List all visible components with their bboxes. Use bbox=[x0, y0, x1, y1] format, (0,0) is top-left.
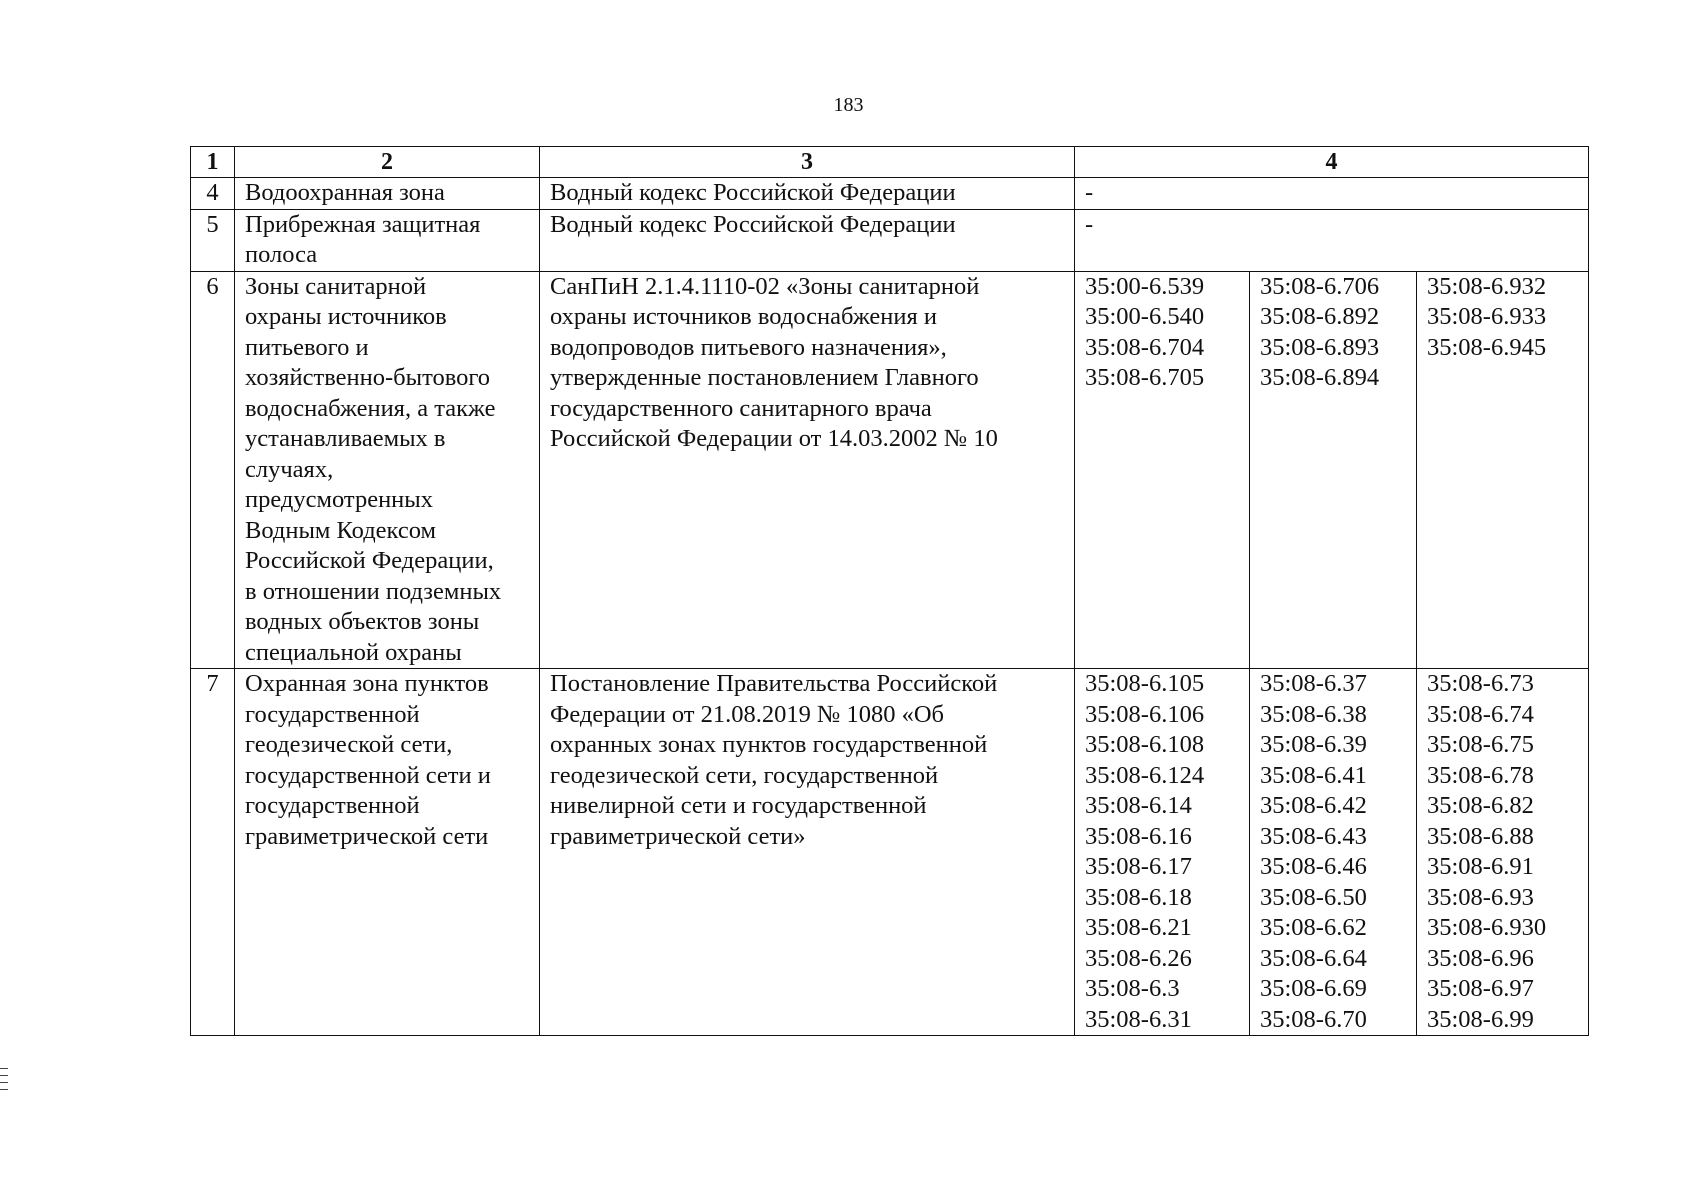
registry-number: 35:00-6.540 bbox=[1085, 303, 1205, 330]
registry-number: 35:08-6.50 bbox=[1260, 883, 1367, 911]
table-row bbox=[191, 209, 1589, 271]
margin-scan-marks bbox=[0, 1068, 8, 1096]
registry-number: 35:08-6.82 bbox=[1427, 792, 1534, 819]
legal-basis: Водный кодекс Российской Федерации bbox=[540, 209, 1075, 271]
registry-number: 35:08-6.14 bbox=[1085, 792, 1192, 819]
registry-number: 35:08-6.96 bbox=[1427, 944, 1534, 972]
registry-number: 35:08-6.17 bbox=[1085, 853, 1192, 880]
registry-number: 35:08-6.31 bbox=[1085, 1005, 1192, 1033]
page-number: 183 bbox=[833, 94, 864, 116]
registry-number: 35:08-6.945 bbox=[1427, 333, 1547, 361]
column-header: 2 bbox=[235, 147, 540, 178]
zone-name: Водоохранная зона bbox=[235, 178, 540, 210]
legal-basis: Постановление Правительства Российской Федерации от 21.08.2019 № 1080 «Об охранных зонах пунктов государственной геодезической сети, государственной нивелирной сети и государственной гравиметрической сети» bbox=[540, 669, 1075, 1036]
registry-number: 35:08-6.42 bbox=[1260, 792, 1367, 819]
registry-number: 35:08-6.74 bbox=[1427, 700, 1534, 728]
registry-number: 35:08-6.73 bbox=[1427, 670, 1534, 697]
registry-number: 35:08-6.41 bbox=[1260, 761, 1367, 789]
registry-number: 35:08-6.70 bbox=[1260, 1005, 1367, 1033]
registry-numbers: - bbox=[1075, 178, 1589, 210]
registry-number: 35:08-6.75 bbox=[1427, 731, 1534, 758]
registry-number: 35:08-6.99 bbox=[1427, 1005, 1534, 1033]
registry-column bbox=[1075, 271, 1250, 669]
row-number: 7 bbox=[191, 669, 235, 1036]
table-row bbox=[191, 669, 1589, 1036]
registry-number: 35:00-6.539 bbox=[1085, 272, 1205, 300]
registry-number: 35:08-6.705 bbox=[1085, 364, 1205, 391]
registry-number: 35:08-6.97 bbox=[1427, 975, 1534, 1002]
registry-number: 35:08-6.930 bbox=[1427, 914, 1547, 941]
registry-number: 35:08-6.108 bbox=[1085, 731, 1205, 758]
registry-number: 35:08-6.892 bbox=[1260, 303, 1380, 330]
column-header: 3 bbox=[540, 147, 1075, 178]
table-row bbox=[191, 271, 1589, 669]
row-number: 5 bbox=[191, 209, 235, 271]
registry-number: 35:08-6.37 bbox=[1260, 670, 1367, 697]
registry-column bbox=[1417, 271, 1589, 669]
registry-number: 35:08-6.933 bbox=[1427, 303, 1547, 330]
registry-number: 35:08-6.124 bbox=[1085, 761, 1205, 789]
registry-number: 35:08-6.105 bbox=[1085, 670, 1205, 697]
registry-number: 35:08-6.69 bbox=[1260, 975, 1367, 1002]
table-header-row bbox=[191, 147, 1589, 178]
zone-name: Зоны санитарной охраны источников питьевого и хозяйственно-бытового водоснабжения, а также устанавливаемых в случаях, предусмотренных Водным Кодексом Российской Федерации, в отношении подземных водных объектов зоны специальной охраны bbox=[235, 271, 540, 669]
column-header: 4 bbox=[1075, 147, 1589, 178]
registry-number: 35:08-6.62 bbox=[1260, 914, 1367, 941]
registry-number: 35:08-6.26 bbox=[1085, 944, 1192, 972]
registry-number: 35:08-6.18 bbox=[1085, 883, 1192, 911]
registry-column bbox=[1250, 271, 1417, 669]
registry-number: 35:08-6.704 bbox=[1085, 333, 1205, 361]
table-row bbox=[191, 178, 1589, 210]
registry-number: 35:08-6.93 bbox=[1427, 883, 1534, 911]
registry-number: 35:08-6.46 bbox=[1260, 853, 1367, 880]
legal-basis: СанПиН 2.1.4.1110-02 «Зоны санитарной охраны источников водоснабжения и водопроводов питьевого назначения», утвержденные постановлением Главного государственного санитарного врача Российской Федерации от 14.03.2002 № 10 bbox=[540, 271, 1075, 669]
registry-number: 35:08-6.43 bbox=[1260, 822, 1367, 850]
registry-number: 35:08-6.21 bbox=[1085, 914, 1192, 941]
registry-column bbox=[1075, 669, 1250, 1036]
registry-number: 35:08-6.932 bbox=[1427, 272, 1547, 300]
registry-number: 35:08-6.893 bbox=[1260, 333, 1380, 361]
registry-numbers: - bbox=[1075, 209, 1589, 271]
registry-number: 35:08-6.894 bbox=[1260, 364, 1380, 391]
registry-number: 35:08-6.39 bbox=[1260, 731, 1367, 758]
registry-number: 35:08-6.16 bbox=[1085, 822, 1192, 850]
row-number: 6 bbox=[191, 271, 235, 669]
row-number: 4 bbox=[191, 178, 235, 210]
registry-number: 35:08-6.706 bbox=[1260, 272, 1380, 300]
column-header: 1 bbox=[191, 147, 235, 178]
registry-number: 35:08-6.3 bbox=[1085, 975, 1180, 1002]
registry-column bbox=[1417, 669, 1589, 1036]
registry-number: 35:08-6.64 bbox=[1260, 944, 1367, 972]
registry-number: 35:08-6.91 bbox=[1427, 853, 1534, 880]
legal-basis: Водный кодекс Российской Федерации bbox=[540, 178, 1075, 210]
registry-number: 35:08-6.78 bbox=[1427, 761, 1534, 789]
zones-table bbox=[190, 146, 1589, 1036]
registry-number: 35:08-6.88 bbox=[1427, 822, 1534, 850]
registry-number: 35:08-6.106 bbox=[1085, 700, 1205, 728]
zone-name: Охранная зона пунктов государственной геодезической сети, государственной сети и государственной гравиметрической сети bbox=[235, 669, 540, 1036]
registry-number: 35:08-6.38 bbox=[1260, 700, 1367, 728]
registry-column bbox=[1250, 669, 1417, 1036]
zone-name: Прибрежная защитная полоса bbox=[235, 209, 540, 271]
